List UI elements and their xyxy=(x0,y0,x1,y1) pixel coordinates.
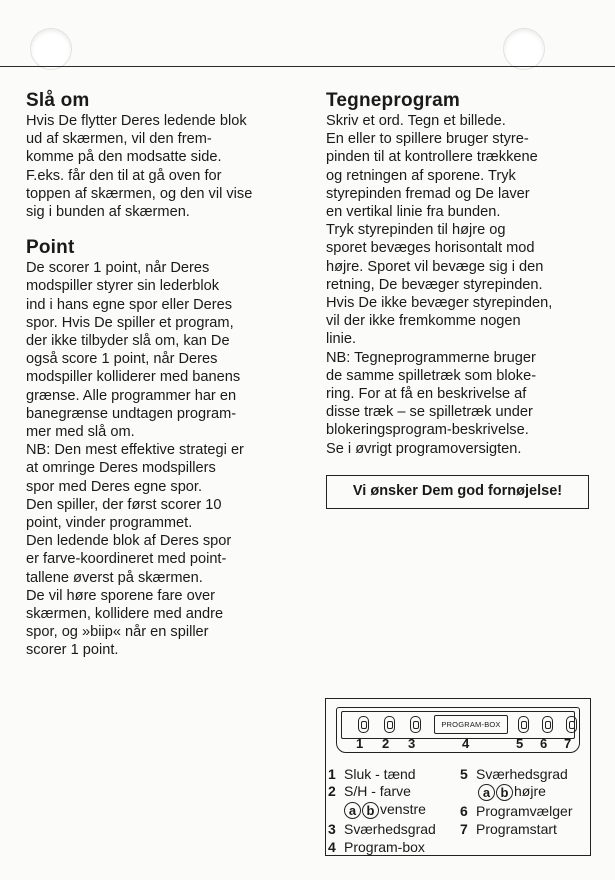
program-box-slot: PROGRAM-BOX xyxy=(434,715,508,734)
punch-hole-left xyxy=(30,28,72,70)
legend-item-3: 3 Sværhedsgrad xyxy=(328,821,436,837)
section-title-point: Point xyxy=(26,237,75,259)
legend-item-2-sub: a b venstre xyxy=(344,800,426,819)
legend-item-2: 2 S/H - farve xyxy=(328,783,411,799)
switch-7-icon xyxy=(566,716,577,733)
console-illustration xyxy=(336,707,580,753)
section-body-point: De scorer 1 point, når Deres modspiller styrer sin lederblok ind i hans egne spor eller Deres spor. Hvis De spiller et program, der ikke tilbyder slå om, kan De også score 1 point, når Deres modspiller kolliderer med banens grænse. Alle programmer har en banegrænse undtagen program- mer med slå om. NB: Den mest effektive strategi er at omringe Deres modspillers spor med Deres egne spor. Den spiller, der først scorer 10 point, vinder programmet. Den ledende blok af Deres spor er farve-koordineret med point- tallene øverst på skærmen. De vil høre sporene fare over skærmen, kollidere med andre spor, og »biip« når en spiller scorer 1 point. xyxy=(26,260,244,659)
section-body-sla-om: Hvis De flytter Deres ledende blok ud af skærmen, vil den frem- komme på den modsatte side. F.eks. får den til at gå oven for toppen af skærmen, og den vil vise sig i bunden af skærmen. xyxy=(26,113,253,221)
legend-item-6: 6 Programvælger xyxy=(460,803,573,819)
switch-3-icon xyxy=(410,716,421,733)
console-number: 1 xyxy=(356,736,364,751)
punch-hole-right xyxy=(503,28,545,70)
section-body-tegneprogram: Skriv et ord. Tegn et billede. En eller to spillere bruger styre- pinden til at kontrollere trækkene og retningen af sporene. Tryk styrepinden fremad og De laver en vertikal linie fra bunden. Tryk styrepinden til højre og sporet bevæges horisontalt mod højre. Sporet vil bevæge sig i den retning, De bevæger styrepinden. Hvis De ikke bevæger styrepinden, vil der ikke fremkomme nogen linie. NB: Tegneprogrammerne bruger de samme spilletræk som bloke- ring. For at få en beskrivelse af disse træk – se spilletræk under blokeringsprogram-beskrivelse. Se i øvrigt programoversigten. xyxy=(326,113,553,457)
switch-5-icon xyxy=(518,716,529,733)
console-number: 3 xyxy=(408,736,416,751)
right-column xyxy=(326,90,596,458)
console-panel xyxy=(341,711,575,739)
legend-item-4: 4 Program-box xyxy=(328,839,425,855)
a-button-icon: a xyxy=(478,784,495,801)
legend-item-5-sub: a b højre xyxy=(478,782,546,801)
legend-item-5: 5 Sværhedsgrad xyxy=(460,766,568,782)
console-number: 4 xyxy=(462,736,470,751)
section-title-sla-om: Slå om xyxy=(26,90,90,111)
b-button-icon: b xyxy=(496,784,513,801)
b-button-icon: b xyxy=(362,802,379,819)
console-number: 2 xyxy=(382,736,390,751)
left-column xyxy=(26,90,304,660)
console-number: 5 xyxy=(516,736,524,751)
closing-banner: Vi ønsker Dem god fornøjelse! xyxy=(326,475,589,509)
console-number: 7 xyxy=(564,736,572,751)
section-title-tegneprogram: Tegneprogram xyxy=(326,90,461,111)
legend-item-1: 1 Sluk - tænd xyxy=(328,766,416,782)
switch-1-icon xyxy=(358,716,369,733)
console-number: 6 xyxy=(540,736,548,751)
console-diagram xyxy=(325,698,591,856)
switch-2-icon xyxy=(384,716,395,733)
top-rule xyxy=(0,66,615,67)
a-button-icon: a xyxy=(344,802,361,819)
legend-item-7: 7 Programstart xyxy=(460,821,557,837)
switch-6-icon xyxy=(542,716,553,733)
